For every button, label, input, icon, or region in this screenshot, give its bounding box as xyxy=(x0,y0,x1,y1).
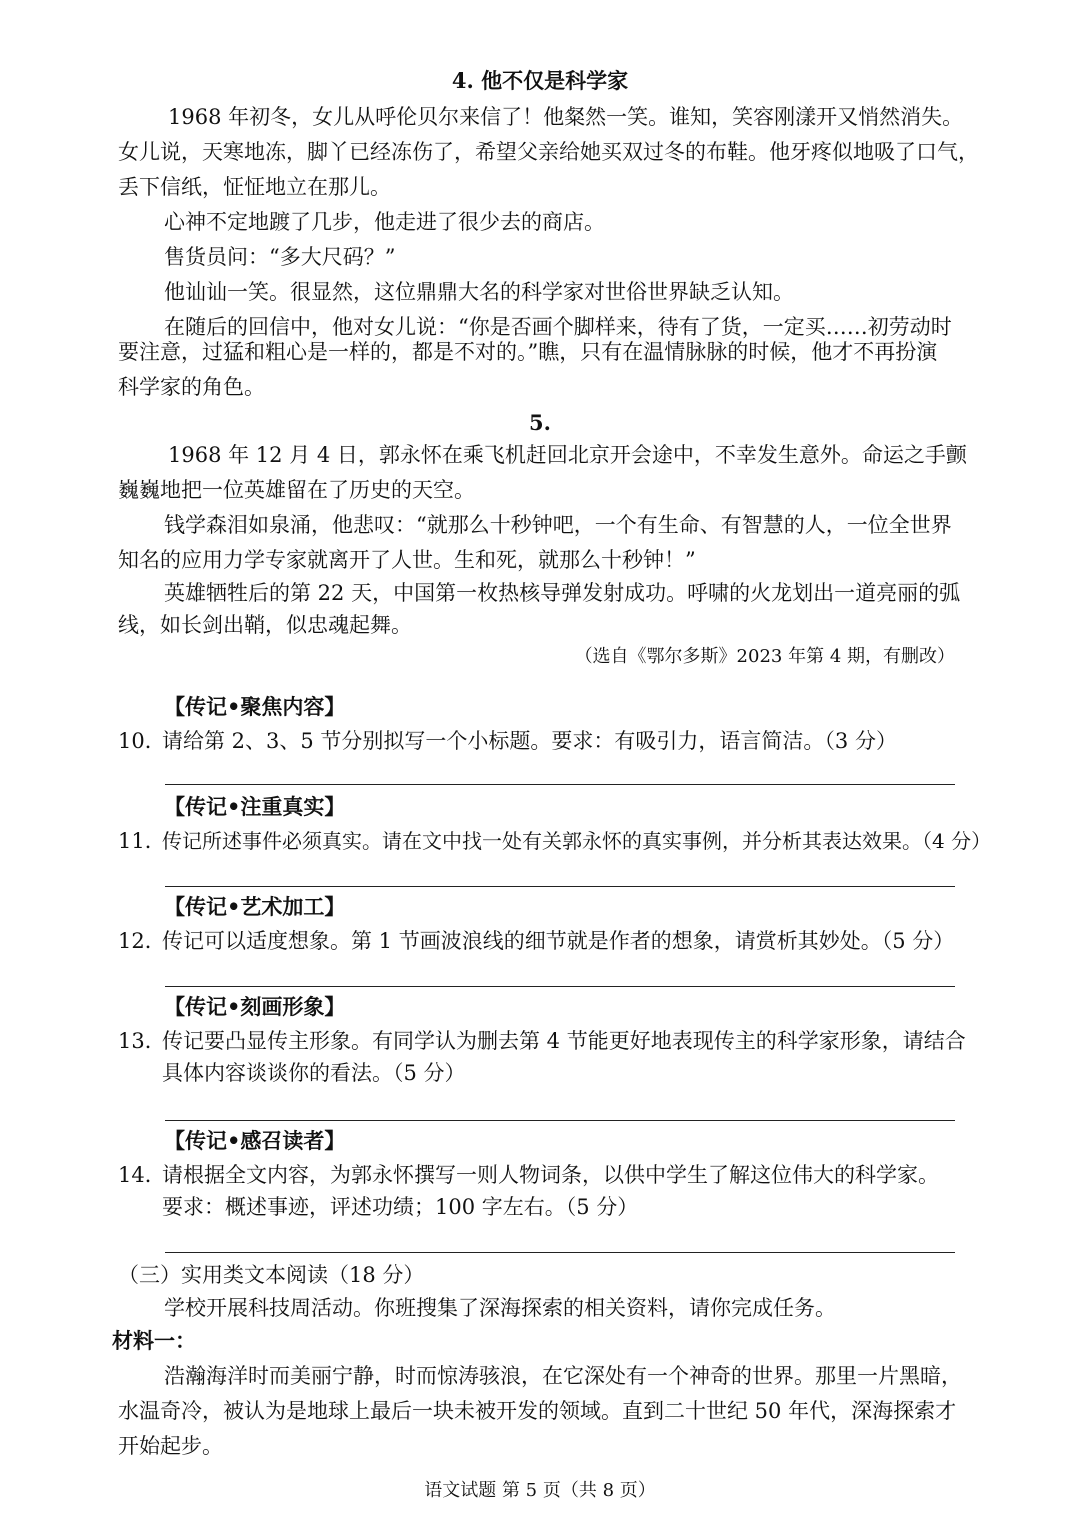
question-text: 请根据全文内容，为郭永怀撰写一则人物词条，以供中学生了解这位伟大的科学家。 xyxy=(162,1163,939,1187)
paragraph-line: 在随后的回信中，他对女儿说：“你是否画个脚样来，待有了货，一定买……初劳动时 xyxy=(164,315,952,339)
question-tag: 【传记•注重真实】 xyxy=(164,794,346,819)
answer-line[interactable] xyxy=(165,1120,955,1121)
question-text: 传记所述事件必须真实。请在文中找一处有关郭永怀的真实事例，并分析其表达效果。（4 分） xyxy=(162,829,992,853)
paragraph-line: 心神不定地踱了几步，他走进了很少去的商店。 xyxy=(164,210,605,234)
paragraph-line: 女儿说，天寒地冻，脚丫已经冻伤了，希望父亲给她买双过冬的布鞋。他牙疼似地吸了口气， xyxy=(118,140,979,164)
question-text: 具体内容谈谈你的看法。（5 分） xyxy=(162,1061,466,1085)
question-text: 要求：概述事迹，评述功绩；100 字左右。（5 分） xyxy=(162,1195,639,1219)
answer-line[interactable] xyxy=(165,1252,955,1253)
answer-line[interactable] xyxy=(165,986,955,987)
paragraph-line: 1968 年 12 月 4 日，郭永怀在乘飞机赶回北京开会途中，不幸发生意外。命运之手颤 xyxy=(168,443,967,467)
paragraph-line: 浩瀚海洋时而美丽宁静，时而惊涛骇浪，在它深处有一个神奇的世界。那里一片黑暗， xyxy=(164,1364,962,1388)
paragraph-line: 英雄牺牲后的第 22 天，中国第一枚热核导弹发射成功。呼啸的火龙划出一道亮丽的弧 xyxy=(164,581,961,605)
material-label: 材料一： xyxy=(112,1328,196,1353)
page-footer: 语文试题 第 5 页（共 8 页） xyxy=(424,1480,656,1501)
paragraph-line: 售货员问：“多大尺码？” xyxy=(164,245,396,269)
paragraph-line: 水温奇冷，被认为是地球上最后一块未被开发的领域。直到二十世纪 50 年代，深海探索才 xyxy=(118,1399,957,1423)
question-number: 13． xyxy=(118,1029,166,1053)
paragraph-line: 1968 年初冬，女儿从呼伦贝尔来信了！他粲然一笑。谁知，笑容刚漾开又悄然消失。 xyxy=(168,105,964,129)
question-number: 10． xyxy=(118,729,166,753)
question-tag: 【传记•艺术加工】 xyxy=(164,894,346,919)
paragraph-line: 开始起步。 xyxy=(118,1434,223,1458)
paragraph-line: 要注意，过猛和粗心是一样的，都是不对的。”瞧，只有在温情脉脉的时候，他才不再扮演 xyxy=(118,340,938,364)
section-5-heading: 5. xyxy=(529,410,551,435)
answer-line[interactable] xyxy=(165,784,955,785)
question-number: 12． xyxy=(118,929,166,953)
answer-line[interactable] xyxy=(165,886,955,887)
question-text: 传记可以适度想象。第 1 节画波浪线的细节就是作者的想象，请赏析其妙处。（5 分） xyxy=(162,929,955,953)
paragraph-line: 他讪讪一笑。很显然，这位鼎鼎大名的科学家对世俗世界缺乏认知。 xyxy=(164,280,794,304)
question-number: 14． xyxy=(118,1163,166,1187)
question-tag: 【传记•聚焦内容】 xyxy=(164,694,346,719)
part-3-heading: （三）实用类文本阅读（18 分） xyxy=(118,1263,425,1287)
source-citation: （选自《鄂尔多斯》2023 年第 4 期，有删改） xyxy=(574,646,955,667)
question-text: 请给第 2、3、5 节分别拟写一个小标题。要求：有吸引力，语言简洁。（3 分） xyxy=(162,729,897,753)
paragraph-line: 钱学森泪如泉涌，他悲叹：“就那么十秒钟吧，一个有生命、有智慧的人，一位全世界 xyxy=(164,513,952,537)
paragraph-line: 科学家的角色。 xyxy=(118,375,265,399)
paragraph-line: 巍巍地把一位英雄留在了历史的天空。 xyxy=(118,478,475,502)
section-4-heading: 4. 他不仅是科学家 xyxy=(451,68,629,93)
question-tag: 【传记•刻画形象】 xyxy=(164,994,346,1019)
part-3-intro: 学校开展科技周活动。你班搜集了深海探索的相关资料，请你完成任务。 xyxy=(164,1296,836,1320)
question-text: 传记要凸显传主形象。有同学认为删去第 4 节能更好地表现传主的科学家形象，请结合 xyxy=(162,1029,966,1053)
question-number: 11． xyxy=(118,829,166,853)
paragraph-line: 知名的应用力学专家就离开了人世。生和死，就那么十秒钟！” xyxy=(118,548,696,572)
question-tag: 【传记•感召读者】 xyxy=(164,1128,346,1153)
paragraph-line: 丢下信纸，怔怔地立在那儿。 xyxy=(118,175,391,199)
paragraph-line: 线，如长剑出鞘，似忠魂起舞。 xyxy=(118,613,412,637)
